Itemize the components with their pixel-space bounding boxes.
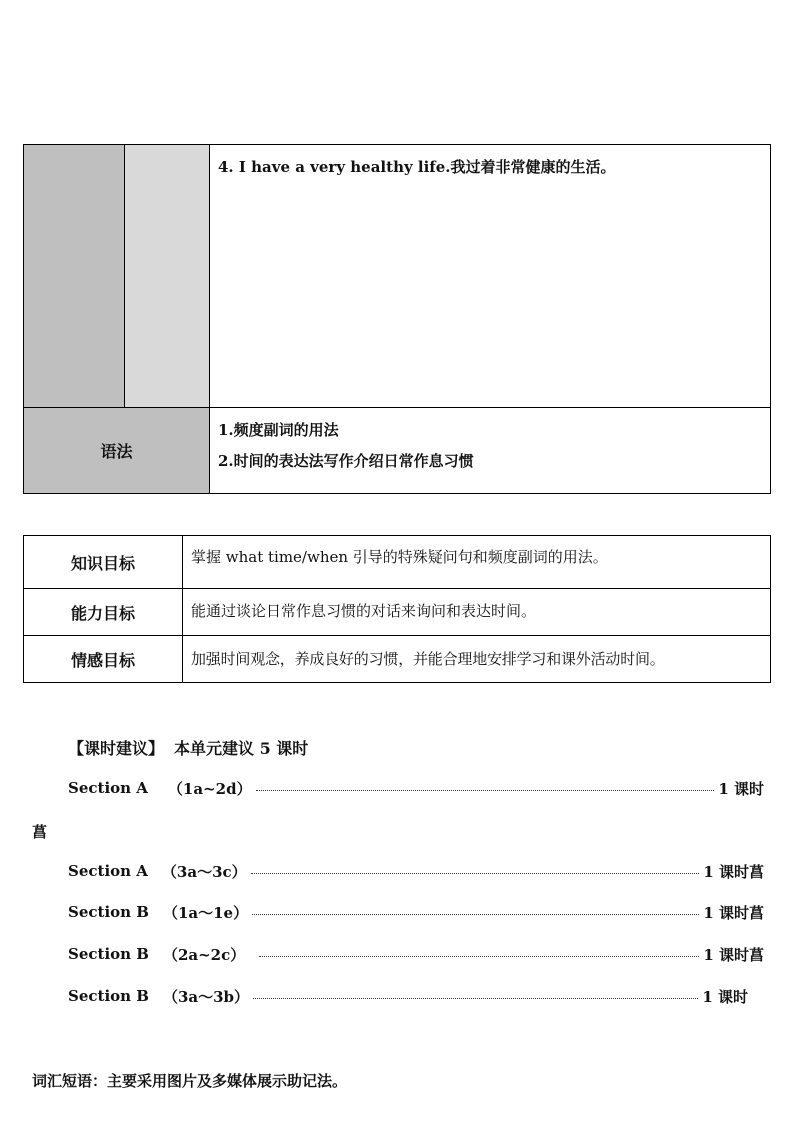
goal-label: 知识目标 bbox=[24, 536, 183, 588]
section-range: （3a～3b） bbox=[162, 987, 250, 1006]
goal-text: 加强时间观念，养成良好的习惯，并能合理地安排学习和课外活动时间。 bbox=[191, 650, 665, 668]
grammar-label: 语法 bbox=[100, 442, 133, 461]
grammar-items-cell bbox=[210, 407, 770, 493]
grammar-label-cell bbox=[24, 407, 210, 493]
sentence-cell bbox=[210, 145, 770, 407]
schedule-row bbox=[68, 902, 764, 922]
vocab-table bbox=[23, 144, 771, 494]
wrapped-char: 菖 bbox=[32, 823, 48, 841]
dot-leader bbox=[251, 873, 700, 874]
goal-row-knowledge bbox=[24, 536, 770, 588]
section-hours: 1 课时菖 bbox=[703, 903, 764, 922]
vocab-note: 词汇短语：主要采用图片及多媒体展示助记法。 bbox=[32, 1072, 348, 1090]
section-name: Section A bbox=[68, 779, 148, 797]
section-hours: 1 课时 bbox=[702, 987, 748, 1006]
section-range: （2a~2c） bbox=[162, 945, 246, 964]
section-name: Section B bbox=[68, 945, 149, 963]
dot-leader bbox=[256, 790, 715, 791]
section-name: Section B bbox=[68, 987, 149, 1005]
grammar-item-2: 2.时间的表达法写作介绍日常作息习惯 bbox=[218, 452, 474, 470]
section-hours: 1 课时 bbox=[718, 779, 764, 798]
schedule-heading-bracket: 【课时建议】 bbox=[68, 739, 165, 758]
shaded-cell-dark bbox=[24, 145, 125, 407]
goal-text: 能通过谈论日常作息习惯的对话来询问和表达时间。 bbox=[191, 602, 537, 620]
section-range: （1a～1e） bbox=[162, 903, 249, 922]
goal-label: 情感目标 bbox=[24, 636, 183, 682]
schedule-row bbox=[68, 944, 764, 964]
section-range: （1a~2d） bbox=[167, 779, 252, 798]
schedule-heading-text: 本单元建议 5 课时 bbox=[174, 739, 309, 758]
section-hours: 1 课时菖 bbox=[703, 945, 764, 964]
section-name: Section A bbox=[68, 862, 148, 880]
goals-table bbox=[23, 535, 771, 683]
schedule-heading bbox=[68, 736, 308, 759]
dot-leader bbox=[253, 998, 698, 999]
section-range: （3a～3c） bbox=[161, 862, 247, 881]
goal-label: 能力目标 bbox=[24, 589, 183, 635]
section-name: Section B bbox=[68, 903, 149, 921]
schedule-row bbox=[68, 778, 764, 798]
shaded-cell-light bbox=[125, 145, 210, 407]
dot-leader bbox=[252, 914, 699, 915]
grammar-item-1: 1.频度副词的用法 bbox=[218, 421, 339, 439]
dot-leader bbox=[259, 956, 699, 957]
schedule-row bbox=[68, 861, 764, 881]
goal-row-emotion bbox=[24, 635, 770, 682]
goal-row-ability bbox=[24, 588, 770, 635]
sentence-4: 4. I have a very healthy life.我过着非常健康的生活。 bbox=[218, 158, 616, 176]
goal-text: 掌握 what time/when 引导的特殊疑问句和频度副词的用法。 bbox=[191, 548, 608, 566]
schedule-row bbox=[68, 986, 748, 1006]
section-hours: 1 课时菖 bbox=[703, 862, 764, 881]
